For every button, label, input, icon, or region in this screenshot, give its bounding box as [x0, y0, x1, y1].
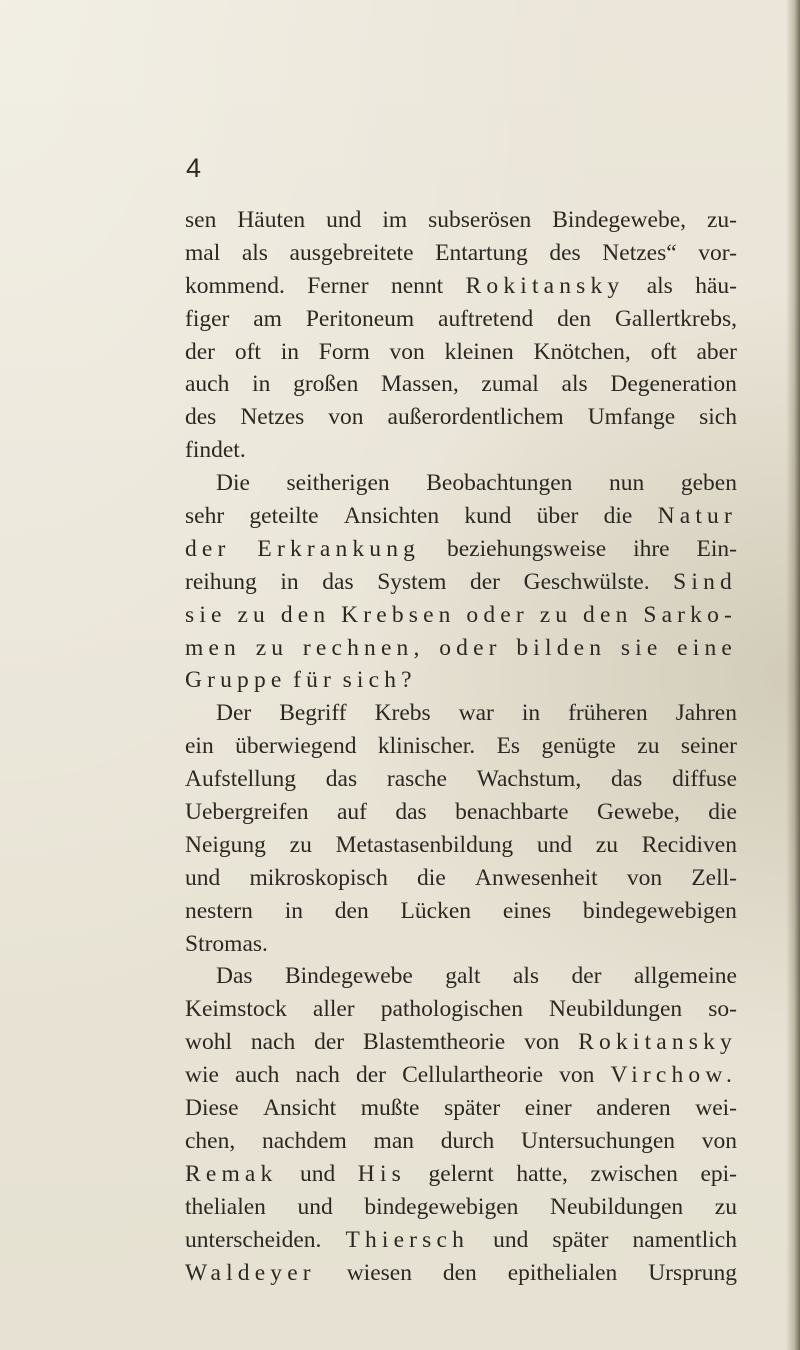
text-word: sich?	[342, 667, 417, 694]
text-word: den	[280, 601, 331, 628]
text-word: außerordentlichem	[387, 404, 564, 431]
text-word: und	[536, 831, 573, 858]
text-word: zu	[539, 601, 573, 628]
text-word: Es	[496, 733, 521, 760]
text-word: Das	[216, 963, 253, 990]
text-line	[185, 1191, 737, 1224]
text-line	[185, 599, 737, 632]
text-word: chen,	[185, 1127, 236, 1154]
text-line	[185, 368, 737, 401]
text-word: nennt	[390, 272, 444, 299]
text-word: seiner	[680, 733, 737, 760]
text-word: Blastemtheorie	[362, 1029, 506, 1056]
text-word: ausgebreitete	[289, 239, 414, 266]
text-word: von	[328, 404, 364, 431]
text-word: in	[252, 371, 271, 398]
text-word: Neubildungen	[549, 996, 683, 1023]
text-word: in	[280, 338, 299, 365]
text-word: der	[314, 1029, 345, 1056]
text-word: seitherigen	[286, 470, 390, 497]
text-word: Erkrankung	[257, 535, 421, 562]
text-word: der	[470, 568, 501, 595]
text-line	[185, 1257, 737, 1290]
text-word: später	[444, 1095, 501, 1122]
text-word: häu-	[695, 272, 737, 299]
text-word: früheren	[568, 700, 648, 727]
text-word: nun	[609, 470, 645, 497]
text-word: wie	[185, 1062, 219, 1089]
text-word: System	[377, 568, 447, 595]
text-word: Uebergreifen	[185, 799, 309, 826]
text-word: ein	[185, 733, 214, 760]
text-word: in	[521, 700, 541, 727]
text-word: bindegewebigen	[582, 897, 737, 924]
text-word: sie	[620, 634, 663, 661]
text-word: genügte	[541, 733, 616, 760]
text-word: die	[708, 799, 737, 826]
text-word: wiesen	[346, 1259, 412, 1286]
text-line	[185, 467, 737, 500]
text-word: aber	[696, 338, 737, 365]
text-word: die	[417, 864, 446, 891]
text-word: großen	[293, 371, 359, 398]
text-line	[185, 533, 737, 566]
text-word: Peritoneum	[305, 305, 415, 332]
text-line	[185, 763, 737, 796]
text-word: Die	[216, 470, 250, 497]
text-word: zu	[714, 1193, 737, 1220]
text-word: Aufstellung	[185, 766, 296, 793]
page-number: 4	[186, 153, 202, 183]
text-word: bindegewebigen	[364, 1193, 519, 1220]
text-word: oder	[466, 601, 529, 628]
text-word: der	[355, 1062, 386, 1089]
text-word: in	[284, 897, 303, 924]
text-line	[185, 1026, 737, 1059]
text-word: oft	[650, 338, 677, 365]
text-line	[185, 928, 737, 961]
text-word: Ursprung	[648, 1259, 737, 1286]
text-word: Umfange	[587, 404, 676, 431]
text-word: Form	[318, 338, 370, 365]
text-word: men	[185, 634, 241, 661]
text-line	[185, 632, 737, 665]
text-word: als	[241, 239, 268, 266]
text-word: Bindegewebe,	[552, 207, 687, 233]
text-line	[185, 664, 737, 697]
body-text	[185, 204, 737, 1289]
text-word: des	[549, 239, 581, 266]
text-word: auch	[185, 371, 230, 398]
text-word: von	[559, 1062, 595, 1089]
text-word: Ansichten	[343, 503, 440, 530]
text-word: Diese	[185, 1095, 239, 1122]
text-word: über	[536, 503, 579, 530]
text-word: das	[325, 766, 358, 793]
text-line	[185, 566, 737, 599]
text-word: einer	[524, 1095, 572, 1122]
text-line	[185, 270, 737, 303]
text-line	[185, 1125, 737, 1158]
text-word: Untersuchungen	[521, 1127, 676, 1154]
text-word: Neigung	[185, 831, 266, 858]
text-word: eines	[502, 897, 552, 924]
text-word: wei-	[695, 1095, 737, 1122]
text-line	[185, 829, 737, 862]
text-word: in	[280, 568, 299, 595]
text-word: mikroskopisch	[249, 864, 388, 891]
text-word: klinischer.	[377, 733, 476, 760]
text-word: sie	[185, 601, 227, 628]
text-word: Virchow.	[610, 1062, 737, 1089]
text-word: geben	[680, 470, 737, 497]
text-word: Knötchen,	[533, 338, 631, 365]
text-word: Degeneration	[610, 371, 737, 398]
text-word: Waldeyer	[185, 1259, 316, 1286]
text-word: Krebsen	[341, 601, 456, 628]
text-word: epithelialen	[507, 1259, 618, 1286]
text-word: Ein-	[696, 535, 737, 562]
text-word: Stromas.	[185, 930, 268, 957]
text-word: epi-	[700, 1160, 737, 1187]
text-word: von	[626, 864, 663, 891]
text-word: zu	[255, 634, 289, 661]
text-word: nestern	[185, 897, 253, 924]
text-word: thelialen	[185, 1193, 266, 1220]
text-word: auftretend	[438, 305, 534, 332]
text-line	[185, 993, 737, 1026]
text-word: für	[293, 667, 336, 694]
text-word: Sind	[673, 568, 737, 595]
text-word: als	[646, 272, 673, 299]
text-word: Rokitansky	[578, 1029, 737, 1056]
text-word: von	[701, 1127, 737, 1154]
text-line	[185, 796, 737, 829]
text-word: Beobachtungen	[426, 470, 573, 497]
text-word: reihung	[185, 568, 257, 595]
text-word: Gallertkrebs,	[614, 305, 737, 332]
text-word: beziehungsweise	[446, 535, 607, 562]
text-word: von	[389, 338, 425, 365]
text-word: durch	[440, 1127, 495, 1154]
text-word: mußte	[360, 1095, 420, 1122]
text-word: und	[299, 1160, 336, 1187]
text-word: zu	[637, 733, 660, 760]
text-word: Lücken	[400, 897, 471, 924]
text-word: im	[382, 207, 408, 233]
text-word: Remak	[185, 1160, 278, 1187]
text-word: Thiersch	[345, 1226, 470, 1253]
text-word: ihre	[633, 535, 670, 562]
text-word: Zell-	[691, 864, 737, 891]
text-word: mal	[185, 239, 221, 266]
text-line	[185, 336, 737, 369]
text-word: Häuten	[237, 207, 306, 233]
text-word: zu-	[706, 207, 737, 233]
text-word: eine	[677, 634, 737, 661]
text-word: überwiegend	[235, 733, 357, 760]
text-word: wohl	[185, 1029, 232, 1056]
text-word: der	[571, 963, 602, 990]
text-word: hatte,	[516, 1160, 568, 1187]
text-word: Neubildungen	[550, 1193, 684, 1220]
text-word: Massen,	[381, 371, 459, 398]
text-word: geteilte	[249, 503, 319, 530]
text-word: kund	[464, 503, 512, 530]
text-line	[185, 1158, 737, 1191]
text-word: bilden	[516, 634, 607, 661]
text-word: der	[185, 535, 231, 562]
text-word: namentlich	[632, 1226, 737, 1253]
text-line	[185, 500, 737, 533]
text-word: His	[357, 1160, 406, 1187]
text-word: man	[373, 1127, 415, 1154]
text-word: das	[611, 766, 643, 793]
text-word: und	[297, 1193, 333, 1220]
text-word: Jahren	[675, 700, 737, 727]
text-word: sehr	[185, 503, 225, 530]
text-word: nach	[295, 1062, 340, 1089]
text-word: auch	[235, 1062, 280, 1089]
text-line	[185, 1224, 737, 1257]
text-word: Gewebe,	[597, 799, 680, 826]
text-word: so-	[708, 996, 737, 1023]
text-word: Netzes	[240, 404, 305, 431]
text-line	[185, 960, 737, 993]
text-line	[185, 895, 737, 928]
text-word: pathologischen	[380, 996, 523, 1023]
text-word: unterscheiden.	[185, 1226, 322, 1253]
text-line	[185, 401, 737, 434]
text-word: das	[395, 799, 427, 826]
text-word: auf	[336, 799, 367, 826]
text-word: galt	[445, 963, 481, 990]
text-word: zu	[237, 601, 270, 628]
page-edge-shadow	[786, 0, 800, 1350]
text-word: der	[185, 338, 216, 365]
text-word: allgemeine	[633, 963, 737, 990]
text-word: Begriff	[279, 700, 347, 727]
text-word: oft	[234, 338, 261, 365]
text-word: gelernt	[428, 1160, 494, 1187]
text-word: aller	[312, 996, 355, 1023]
text-word: den	[442, 1259, 477, 1286]
text-word: kommend.	[185, 272, 285, 299]
text-word: zu	[289, 831, 312, 858]
text-word: nachdem	[261, 1127, 347, 1154]
text-word: subserösen	[428, 207, 532, 233]
text-word: rechnen,	[302, 634, 425, 661]
text-word: als	[512, 963, 540, 990]
text-word: war	[458, 700, 494, 727]
text-word: zumal	[481, 371, 539, 398]
text-line	[185, 730, 737, 763]
text-word: als	[561, 371, 588, 398]
text-word: sich	[699, 404, 737, 431]
text-word: den	[334, 897, 369, 924]
text-word: Der	[216, 700, 252, 727]
text-word: Krebs	[374, 700, 431, 727]
text-word: Recidiven	[641, 831, 737, 858]
text-word: figer	[185, 305, 230, 332]
text-word: das	[322, 568, 354, 595]
text-word: Sarko-	[643, 601, 737, 628]
text-word: Metastasenbildung	[335, 831, 514, 858]
text-word: Rokitansky	[465, 272, 625, 299]
text-word: nach	[250, 1029, 296, 1056]
text-word: rasche	[386, 766, 447, 793]
text-line	[185, 204, 737, 237]
text-word: Geschwülste.	[523, 568, 650, 595]
text-word: benachbarte	[455, 799, 569, 826]
text-line	[185, 697, 737, 730]
text-word: zu	[595, 831, 618, 858]
text-word: Ferner	[307, 272, 369, 299]
text-line	[185, 434, 737, 467]
text-word: diffuse	[672, 766, 737, 793]
text-line	[185, 303, 737, 336]
text-word: den	[583, 601, 633, 628]
text-word: Gruppe	[185, 667, 287, 694]
text-word: Ansicht	[263, 1095, 337, 1122]
text-word: von	[524, 1029, 560, 1056]
text-word: und	[185, 864, 221, 891]
text-word: oder	[439, 634, 502, 661]
text-word: zwischen	[590, 1160, 678, 1187]
text-line	[185, 237, 737, 270]
text-word: Anwesenheit	[474, 864, 598, 891]
text-word: des	[185, 404, 217, 431]
text-line	[185, 1059, 737, 1092]
text-word: kleinen	[444, 338, 514, 365]
text-word: die	[603, 503, 633, 530]
text-word: und	[326, 207, 362, 233]
text-word: anderen	[596, 1095, 671, 1122]
text-word: Wachstum,	[476, 766, 582, 793]
text-word: später	[552, 1226, 609, 1253]
text-word: Bindegewebe	[284, 963, 413, 990]
text-word: Natur	[657, 503, 737, 530]
text-word: am	[253, 305, 282, 332]
text-line	[185, 1092, 737, 1125]
text-word: und	[493, 1226, 529, 1253]
text-word: Cellulartheorie	[402, 1062, 544, 1089]
text-word: Entartung	[435, 239, 528, 266]
text-word: den	[557, 305, 592, 332]
text-word: Keimstock	[185, 996, 287, 1023]
text-word: findet.	[185, 437, 246, 464]
text-word: Netzes“	[602, 239, 677, 266]
text-line	[185, 862, 737, 895]
text-word: sen	[185, 207, 217, 233]
text-word: vor-	[698, 239, 737, 266]
